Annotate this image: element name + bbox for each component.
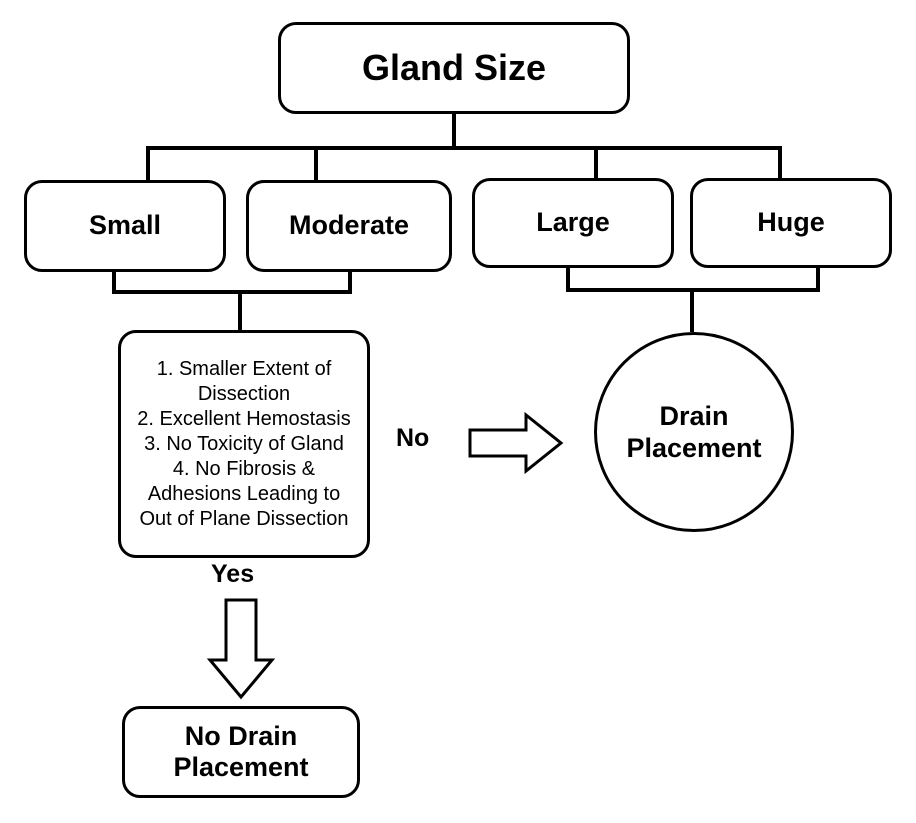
node-drain-placement — [594, 332, 794, 532]
connector-right-merge-stem — [690, 288, 694, 332]
drain-placement-line2: Placement — [626, 433, 762, 463]
edge-label-yes: Yes — [211, 560, 255, 588]
node-gland-size — [278, 22, 630, 114]
criteria-line-4: 3. No Toxicity of Gland — [144, 432, 344, 455]
node-large-label: Large — [536, 207, 610, 238]
connector-left-merge-bus — [112, 290, 352, 294]
connector-drop-small — [146, 146, 150, 182]
node-small — [24, 180, 226, 272]
node-moderate — [246, 180, 452, 272]
arrow-down-icon — [206, 598, 276, 700]
connector-root-stem — [452, 114, 456, 148]
criteria-line-6: Adhesions Leading to — [147, 482, 341, 505]
connector-left-merge-stem — [238, 290, 242, 330]
connector-drop-huge — [778, 146, 782, 182]
criteria-line-7: Out of Plane Dissection — [139, 507, 349, 530]
connector-drop-large — [594, 146, 598, 182]
no-drain-placement-line2: Placement — [173, 752, 309, 782]
criteria-line-5: 4. No Fibrosis & — [172, 457, 316, 480]
criteria-line-1: 1. Smaller Extent of — [156, 357, 332, 380]
connector-bus-top — [146, 146, 782, 150]
node-large — [472, 178, 674, 268]
connector-drop-moderate — [314, 146, 318, 182]
no-drain-placement-line1: No Drain — [184, 720, 298, 751]
node-huge-label: Huge — [757, 207, 825, 238]
arrow-right-icon — [468, 412, 564, 474]
drain-placement-line1: Drain — [659, 400, 729, 431]
node-moderate-label: Moderate — [288, 210, 410, 241]
criteria-line-2: Dissection — [197, 382, 291, 405]
node-no-drain-placement — [122, 706, 360, 798]
node-criteria-list — [118, 330, 370, 558]
criteria-line-3: 2. Excellent Hemostasis — [137, 407, 351, 430]
node-gland-size-label: Gland Size — [361, 47, 547, 89]
node-small-label: Small — [88, 210, 162, 241]
edge-label-no: No — [396, 424, 430, 452]
node-huge — [690, 178, 892, 268]
